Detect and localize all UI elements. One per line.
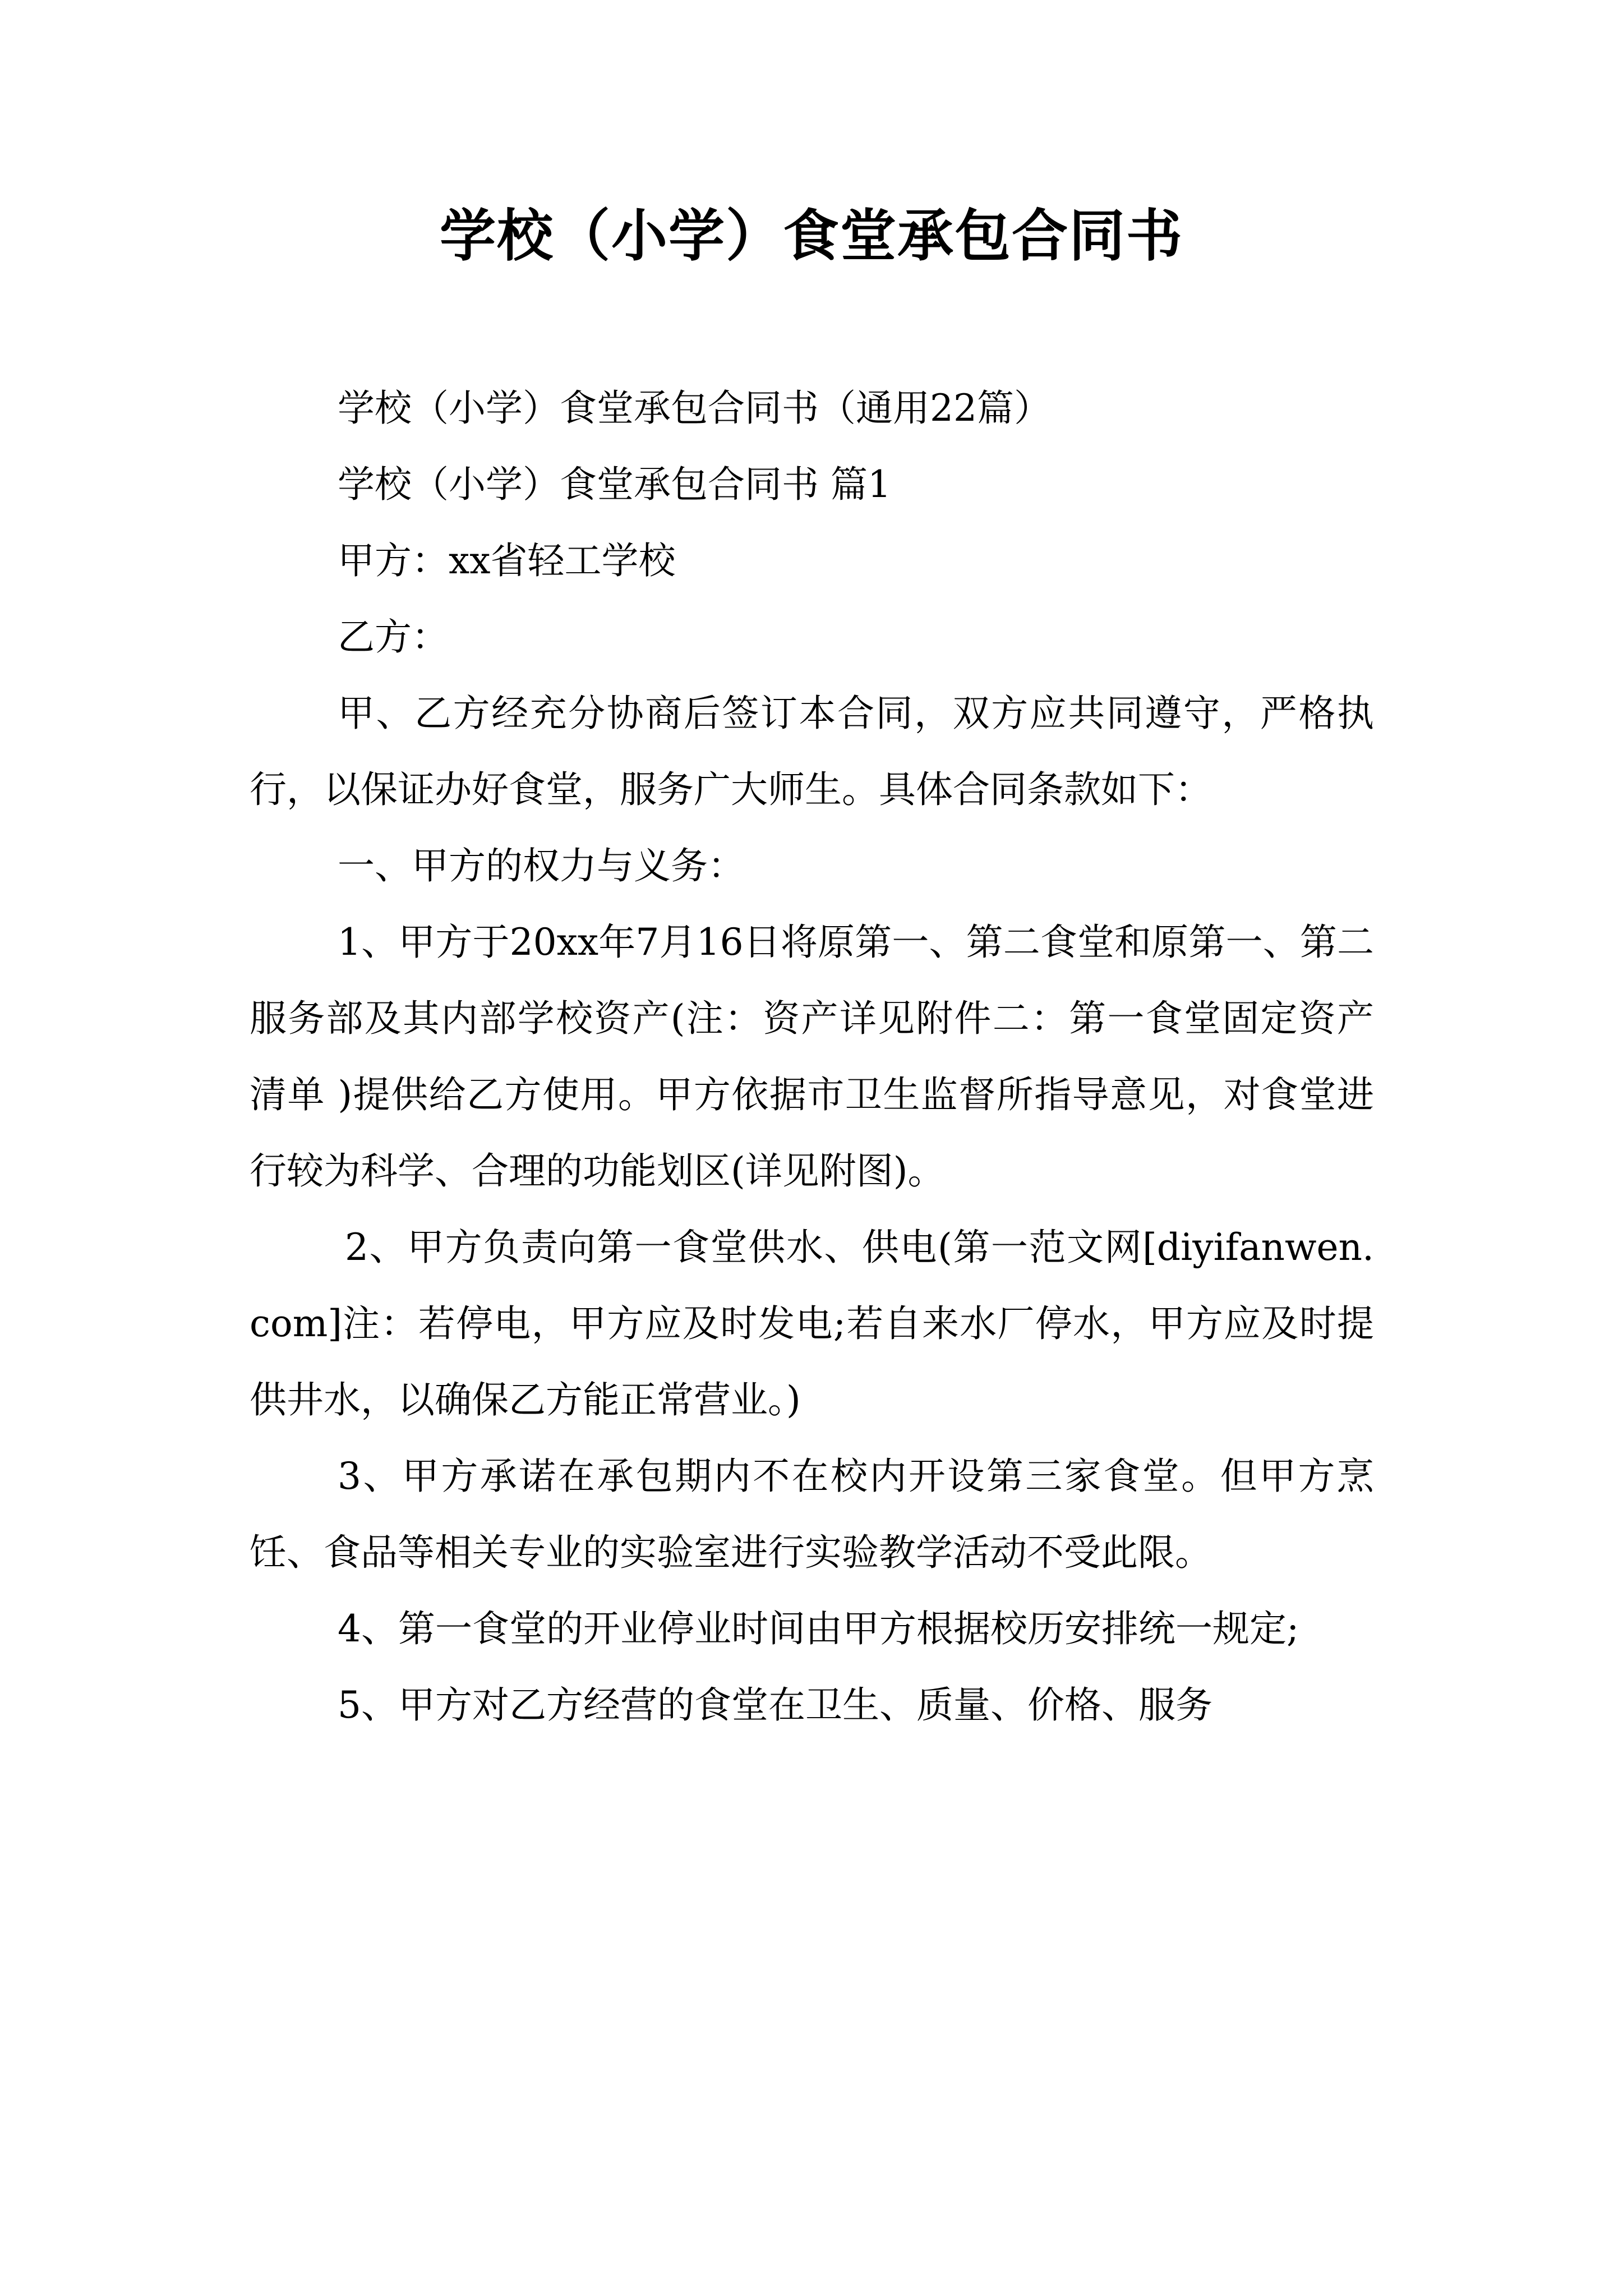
paragraph-section-heading: 学校（小学）食堂承包合同书 篇1: [338, 463, 891, 506]
paragraph-clause-2: 2、甲方负责向第一食堂供水、供电(第一范文网[diyifanwen.com]注：若停电，甲方应及时发电;若自来水厂停水，甲方应及时提供井水，以确保乙方能正常营业。): [250, 1226, 1374, 1421]
paragraph-subtitle: 学校（小学）食堂承包合同书（通用22篇）: [338, 386, 1051, 430]
document-title: 学校（小学）食堂承包合同书: [440, 203, 1183, 269]
paragraph-clause-1: 1、甲方于20xx年7月16日将原第一、第二食堂和原第一、第二服务部及其内部学校资产(注：资产详见附件二：第一食堂固定资产清单 )提供给乙方使用。甲方依据市卫生监督所指导意见，对食堂进行较为科学、合理的功能划区(详见附图)。: [250, 921, 1374, 1193]
paragraph-party-a: 甲方：xx省轻工学校: [338, 539, 676, 582]
paragraph-preamble: 甲、乙方经充分协商后签订本合同，双方应共同遵守，严格执行，以保证办好食堂，服务广大师生。具体合同条款如下：: [250, 692, 1374, 811]
paragraph-clause-4: 4、第一食堂的开业停业时间由甲方根据校历安排统一规定;: [338, 1607, 1299, 1650]
document-body: [250, 370, 1374, 1743]
paragraph-clause-3: 3、甲方承诺在承包期内不在校内开设第三家食堂。但甲方烹饪、食品等相关专业的实验室进行实验教学活动不受此限。: [250, 1455, 1374, 1574]
paragraph-clause-5: 5、甲方对乙方经营的食堂在卫生、质量、价格、服务: [338, 1683, 1212, 1727]
paragraph-clause-heading: 一、甲方的权力与义务：: [338, 844, 745, 887]
paragraph-party-b: 乙方：: [338, 615, 449, 659]
